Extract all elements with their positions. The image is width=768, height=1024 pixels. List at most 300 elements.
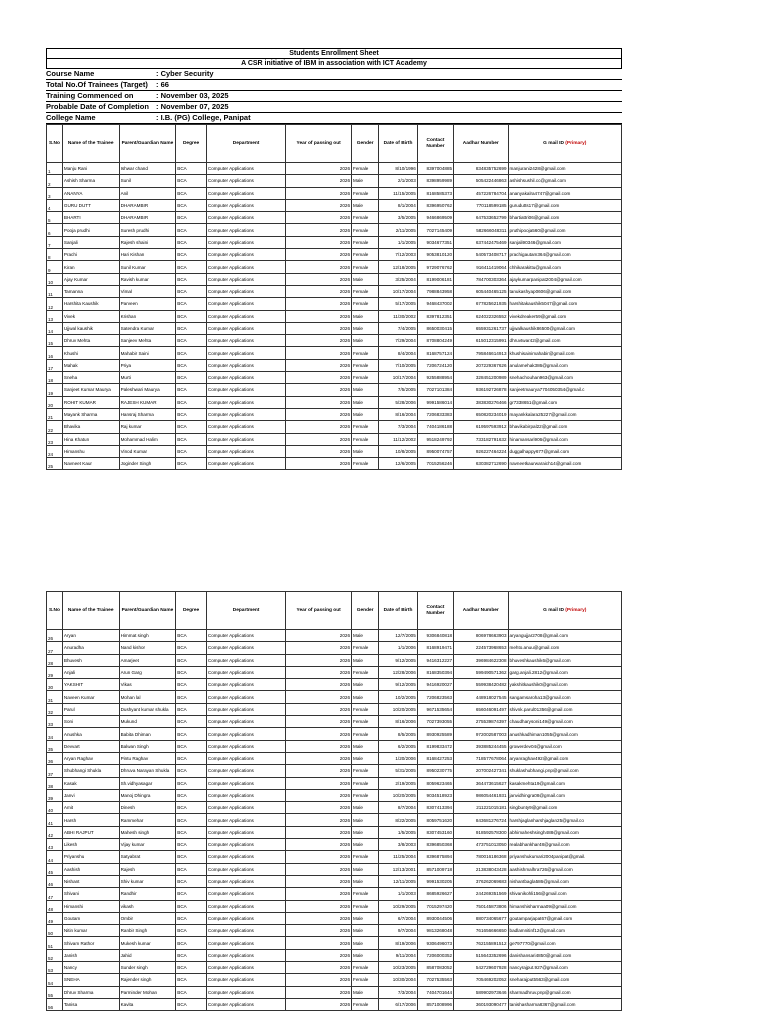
- table-cell[interactable]: BCA: [176, 298, 207, 310]
- table-cell[interactable]: Rajender singh: [119, 974, 176, 986]
- table-cell[interactable]: 5/31/2005: [379, 765, 418, 777]
- table-cell[interactable]: 244269351569: [454, 888, 508, 900]
- table-cell[interactable]: Sanjeev Mehta: [119, 335, 176, 347]
- table-cell[interactable]: nishantbagla586@gmail.com: [508, 875, 621, 887]
- table-cell[interactable]: Aashish: [62, 863, 119, 875]
- table-cell[interactable]: Computer Applications: [206, 347, 285, 359]
- table-cell[interactable]: Male: [352, 839, 379, 851]
- table-cell[interactable]: 56: [47, 998, 63, 1010]
- table-cell[interactable]: 457226784704: [454, 187, 508, 199]
- table-cell[interactable]: aryangujjar2708@gmail.com: [508, 630, 621, 642]
- table-cell[interactable]: BCA: [176, 814, 207, 826]
- table-cell[interactable]: 44: [47, 851, 63, 863]
- table-cell[interactable]: Computer Applications: [206, 691, 285, 703]
- table-cell[interactable]: BCA: [176, 949, 207, 961]
- table-cell[interactable]: 3: [47, 187, 63, 199]
- table-cell[interactable]: 473751013050: [454, 839, 508, 851]
- table-cell[interactable]: Computer Applications: [206, 728, 285, 740]
- table-cell[interactable]: BCA: [176, 347, 207, 359]
- table-cell[interactable]: 2026: [286, 863, 352, 875]
- table-cell[interactable]: BCA: [176, 998, 207, 1010]
- table-cell[interactable]: Sunil Kumar: [119, 261, 176, 273]
- table-cell[interactable]: Female: [352, 359, 379, 371]
- table-cell[interactable]: Female: [352, 777, 379, 789]
- table-cell[interactable]: 8168585373: [417, 187, 453, 199]
- table-cell[interactable]: Anil: [119, 187, 176, 199]
- table-cell[interactable]: 11: [47, 285, 63, 297]
- table-cell[interactable]: 936192726878: [454, 384, 508, 396]
- table-cell[interactable]: BCA: [176, 703, 207, 715]
- table-cell[interactable]: Female: [352, 458, 379, 470]
- table-cell[interactable]: shivnk.parul01356@gmail.com: [508, 703, 621, 715]
- table-cell[interactable]: anulamehak386@gmail.com: [508, 359, 621, 371]
- table-cell[interactable]: Female: [352, 888, 379, 900]
- table-cell[interactable]: Manoj Dhingra: [119, 789, 176, 801]
- table-cell[interactable]: 7/5/2005: [379, 384, 418, 396]
- table-cell[interactable]: Priyanshu: [62, 851, 119, 863]
- table-cell[interactable]: Computer Applications: [206, 765, 285, 777]
- table-cell[interactable]: Shivani: [62, 888, 119, 900]
- table-cell[interactable]: Computer Applications: [206, 384, 285, 396]
- table-cell[interactable]: 8/22/2005: [379, 814, 418, 826]
- table-cell[interactable]: 784700303364: [454, 273, 508, 285]
- table-cell[interactable]: 8307413394: [417, 802, 453, 814]
- table-cell[interactable]: Female: [352, 900, 379, 912]
- table-cell[interactable]: 2026: [286, 888, 352, 900]
- table-cell[interactable]: Harshita Kaushik: [62, 298, 119, 310]
- table-cell[interactable]: Mahabir Saini: [119, 347, 176, 359]
- table-cell[interactable]: Parul: [62, 703, 119, 715]
- table-cell[interactable]: Female: [352, 703, 379, 715]
- table-cell[interactable]: Dhruv Sharma: [62, 986, 119, 998]
- table-cell[interactable]: anushkadhiman1055@gmail.com: [508, 728, 621, 740]
- table-cell[interactable]: Computer Applications: [206, 433, 285, 445]
- table-cell[interactable]: Bhuvesh: [62, 654, 119, 666]
- table-cell[interactable]: 23: [47, 433, 63, 445]
- table-cell[interactable]: 582666048311: [454, 224, 508, 236]
- table-cell[interactable]: 655931261737: [454, 322, 508, 334]
- table-cell[interactable]: Himmat singh: [119, 630, 176, 642]
- table-cell[interactable]: Computer Applications: [206, 814, 285, 826]
- table-cell[interactable]: 7/12/2003: [379, 249, 418, 261]
- table-cell[interactable]: Krishan: [119, 310, 176, 322]
- table-cell[interactable]: 2026: [286, 273, 352, 285]
- table-cell[interactable]: 55: [47, 986, 63, 998]
- table-cell[interactable]: Likesh: [62, 839, 119, 851]
- table-cell[interactable]: 559938420482: [454, 679, 508, 691]
- table-cell[interactable]: 14: [47, 322, 63, 334]
- table-cell[interactable]: Computer Applications: [206, 199, 285, 211]
- table-cell[interactable]: Computer Applications: [206, 912, 285, 924]
- table-cell[interactable]: 615012315991: [454, 335, 508, 347]
- table-cell[interactable]: goutamparjapat67@gmail.com: [508, 912, 621, 924]
- table-cell[interactable]: 50: [47, 925, 63, 937]
- table-cell[interactable]: 2026: [286, 949, 352, 961]
- table-cell[interactable]: badlamnitinf12@gmail.com: [508, 925, 621, 937]
- table-cell[interactable]: 656046091497: [454, 703, 508, 715]
- table-cell[interactable]: 2026: [286, 666, 352, 678]
- table-cell[interactable]: hinamansari906@gmail.com: [508, 433, 621, 445]
- table-cell[interactable]: Computer Applications: [206, 851, 285, 863]
- table-cell[interactable]: 5: [47, 212, 63, 224]
- table-cell[interactable]: Shivam Rathor: [62, 937, 119, 949]
- table-cell[interactable]: 9/12/2005: [379, 679, 418, 691]
- table-cell[interactable]: gurudutts17@gmail.com: [508, 199, 621, 211]
- table-cell[interactable]: ge797770@gmail.com: [508, 937, 621, 949]
- table-cell[interactable]: Computer Applications: [206, 937, 285, 949]
- table-cell[interactable]: Computer Applications: [206, 740, 285, 752]
- table-cell[interactable]: 8199006181: [417, 273, 453, 285]
- table-cell[interactable]: 8/19/2006: [379, 937, 418, 949]
- table-cell[interactable]: Female: [352, 728, 379, 740]
- table-cell[interactable]: 795846614913: [454, 347, 508, 359]
- table-cell[interactable]: 8398959989: [417, 175, 453, 187]
- table-cell[interactable]: 9991586014: [417, 396, 453, 408]
- table-cell[interactable]: Computer Applications: [206, 322, 285, 334]
- table-cell[interactable]: BCA: [176, 249, 207, 261]
- table-cell[interactable]: BCA: [176, 974, 207, 986]
- table-cell[interactable]: 916411419064: [454, 261, 508, 273]
- table-cell[interactable]: 12/6/2005: [379, 458, 418, 470]
- table-cell[interactable]: manjurani2428@gmail.com: [508, 163, 621, 175]
- table-cell[interactable]: Female: [352, 285, 379, 297]
- table-cell[interactable]: Goutam: [62, 912, 119, 924]
- table-cell[interactable]: Male: [352, 740, 379, 752]
- table-cell[interactable]: 31: [47, 691, 63, 703]
- table-cell[interactable]: sharmadhruv.pnp@gmail.com: [508, 986, 621, 998]
- table-cell[interactable]: Male: [352, 335, 379, 347]
- table-cell[interactable]: 8/4/2004: [379, 347, 418, 359]
- table-cell[interactable]: BCA: [176, 322, 207, 334]
- table-cell[interactable]: 650820234019: [454, 408, 508, 420]
- table-cell[interactable]: 8168350394: [417, 666, 453, 678]
- table-cell[interactable]: Computer Applications: [206, 630, 285, 642]
- table-cell[interactable]: 8199833472: [417, 740, 453, 752]
- table-cell[interactable]: 2026: [286, 630, 352, 642]
- table-cell[interactable]: 36: [47, 752, 63, 764]
- table-cell[interactable]: RAJESH KUMAR: [119, 396, 176, 408]
- table-cell[interactable]: 8396850368: [417, 839, 453, 851]
- table-cell[interactable]: 3/25/2004: [379, 273, 418, 285]
- table-cell[interactable]: 2026: [286, 974, 352, 986]
- table-cell[interactable]: 7206000352: [417, 949, 453, 961]
- table-cell[interactable]: BCA: [176, 802, 207, 814]
- table-cell[interactable]: 8/16/2006: [379, 716, 418, 728]
- table-cell[interactable]: Randhir: [119, 888, 176, 900]
- table-cell[interactable]: Devvart: [62, 740, 119, 752]
- table-cell[interactable]: Dushyant kumar shukla: [119, 703, 176, 715]
- table-cell[interactable]: 8/1/2004: [379, 199, 418, 211]
- table-cell[interactable]: 7404186188: [417, 421, 453, 433]
- table-cell[interactable]: 1/5/2005: [379, 826, 418, 838]
- table-cell[interactable]: 8950230775: [417, 765, 453, 777]
- table-cell[interactable]: 207002427341: [454, 765, 508, 777]
- table-cell[interactable]: 8168427253: [417, 752, 453, 764]
- table-cell[interactable]: 515643352696: [454, 949, 508, 961]
- table-cell[interactable]: Female: [352, 642, 379, 654]
- table-cell[interactable]: Amit: [62, 802, 119, 814]
- table-cell[interactable]: duggalhappy677@gmail.com: [508, 445, 621, 457]
- table-cell[interactable]: 605440465125: [454, 285, 508, 297]
- table-cell[interactable]: 972002587003: [454, 728, 508, 740]
- table-cell[interactable]: Nitin kumar: [62, 925, 119, 937]
- table-cell[interactable]: 2026: [286, 777, 352, 789]
- table-cell[interactable]: 8168919471: [417, 642, 453, 654]
- table-cell[interactable]: BCA: [176, 777, 207, 789]
- table-cell[interactable]: 2026: [286, 679, 352, 691]
- table-cell[interactable]: Female: [352, 974, 379, 986]
- table-cell[interactable]: Nishant: [62, 875, 119, 887]
- table-cell[interactable]: Parminder Mohan: [119, 986, 176, 998]
- table-cell[interactable]: 2026: [286, 716, 352, 728]
- table-cell[interactable]: 9/7/2004: [379, 925, 418, 937]
- table-cell[interactable]: 1/1/2005: [379, 236, 418, 248]
- table-cell[interactable]: ANANYA: [62, 187, 119, 199]
- table-cell[interactable]: Computer Applications: [206, 445, 285, 457]
- table-cell[interactable]: 35: [47, 740, 63, 752]
- table-cell[interactable]: 806978663903: [454, 630, 508, 642]
- table-cell[interactable]: 5/17/2005: [379, 298, 418, 310]
- table-cell[interactable]: Female: [352, 163, 379, 175]
- table-cell[interactable]: Male: [352, 384, 379, 396]
- table-cell[interactable]: Male: [352, 396, 379, 408]
- table-cell[interactable]: Khushi: [62, 347, 119, 359]
- table-cell[interactable]: BCA: [176, 789, 207, 801]
- table-cell[interactable]: Male: [352, 802, 379, 814]
- table-cell[interactable]: Computer Applications: [206, 900, 285, 912]
- table-cell[interactable]: 15: [47, 335, 63, 347]
- table-cell[interactable]: Computer Applications: [206, 224, 285, 236]
- table-cell[interactable]: Computer Applications: [206, 962, 285, 974]
- table-cell[interactable]: BCA: [176, 630, 207, 642]
- table-cell[interactable]: SNEHA: [62, 974, 119, 986]
- table-cell[interactable]: danishansari4850@gmail.com: [508, 949, 621, 961]
- table-cell[interactable]: vivekdreaker59@gmail.com: [508, 310, 621, 322]
- table-cell[interactable]: Female: [352, 372, 379, 384]
- table-cell[interactable]: 45: [47, 863, 63, 875]
- table-cell[interactable]: 7015256246: [417, 458, 453, 470]
- table-cell[interactable]: Male: [352, 826, 379, 838]
- table-cell[interactable]: 11/15/2005: [379, 187, 418, 199]
- table-cell[interactable]: Vimal: [119, 285, 176, 297]
- table-cell[interactable]: 630382712690: [454, 458, 508, 470]
- table-cell[interactable]: Female: [352, 249, 379, 261]
- table-cell[interactable]: BCA: [176, 654, 207, 666]
- table-cell[interactable]: Female: [352, 212, 379, 224]
- table-cell[interactable]: 8930044506: [417, 912, 453, 924]
- table-cell[interactable]: Dhruva Narayan Shukla: [119, 765, 176, 777]
- table-cell[interactable]: sneharajput5563@gmail.com: [508, 974, 621, 986]
- table-cell[interactable]: 10/29/2005: [379, 900, 418, 912]
- table-cell[interactable]: 8397812351: [417, 310, 453, 322]
- table-cell[interactable]: BCA: [176, 728, 207, 740]
- table-cell[interactable]: Himanshi: [62, 900, 119, 912]
- table-cell[interactable]: kasakmehta19@gmail.com: [508, 777, 621, 789]
- table-cell[interactable]: harshjaglanharshjaglan25@gmail.co: [508, 814, 621, 826]
- table-cell[interactable]: 6/7/2004: [379, 912, 418, 924]
- table-cell[interactable]: 28: [47, 654, 63, 666]
- table-cell[interactable]: Satyabrat: [119, 851, 176, 863]
- table-cell[interactable]: 505422446863: [454, 175, 508, 187]
- table-cell[interactable]: Male: [352, 199, 379, 211]
- table-cell[interactable]: 2026: [286, 789, 352, 801]
- table-cell[interactable]: Arun Garg: [119, 666, 176, 678]
- table-cell[interactable]: 2026: [286, 703, 352, 715]
- table-cell[interactable]: 8396950762: [417, 199, 453, 211]
- table-cell[interactable]: 10/23/2005: [379, 962, 418, 974]
- table-cell[interactable]: 41: [47, 814, 63, 826]
- table-cell[interactable]: garg.anjali.2812@gmail.com: [508, 666, 621, 678]
- table-cell[interactable]: prachigautam364@gmail.com: [508, 249, 621, 261]
- table-cell[interactable]: Mahesh singh: [119, 826, 176, 838]
- table-cell[interactable]: Computer Applications: [206, 249, 285, 261]
- table-cell[interactable]: 8168757124: [417, 347, 453, 359]
- table-cell[interactable]: Murti: [119, 372, 176, 384]
- table-cell[interactable]: tanukashyap0606@gmail.com: [508, 285, 621, 297]
- table-cell[interactable]: BCA: [176, 740, 207, 752]
- table-cell[interactable]: 211221015181: [454, 802, 508, 814]
- table-cell[interactable]: 9671535654: [417, 703, 453, 715]
- table-cell[interactable]: 762155891512: [454, 937, 508, 949]
- table-cell[interactable]: Hansraj Sharma: [119, 408, 176, 420]
- table-cell[interactable]: BCA: [176, 396, 207, 408]
- table-cell[interactable]: Female: [352, 421, 379, 433]
- table-cell[interactable]: 19: [47, 384, 63, 396]
- table-cell[interactable]: Sanjali: [62, 236, 119, 248]
- table-cell[interactable]: BCA: [176, 285, 207, 297]
- table-cell[interactable]: 26: [47, 630, 63, 642]
- table-cell[interactable]: 8397004885: [417, 163, 453, 175]
- table-cell[interactable]: Harsh: [62, 814, 119, 826]
- table-cell[interactable]: 2026: [286, 851, 352, 863]
- table-cell[interactable]: janvidhingra08@gmail.com: [508, 789, 621, 801]
- table-cell[interactable]: Dinesh: [119, 802, 176, 814]
- table-cell[interactable]: BCA: [176, 679, 207, 691]
- table-cell[interactable]: Male: [352, 310, 379, 322]
- table-cell[interactable]: 9255888954: [417, 372, 453, 384]
- table-cell[interactable]: Mukund: [119, 716, 176, 728]
- table-cell[interactable]: 2026: [286, 740, 352, 752]
- table-cell[interactable]: 9813268048: [417, 925, 453, 937]
- table-cell[interactable]: Babita Dhiman: [119, 728, 176, 740]
- table-cell[interactable]: Male: [352, 863, 379, 875]
- table-cell[interactable]: 9416920027: [417, 679, 453, 691]
- table-cell[interactable]: dhruvtwar42@gmail.com: [508, 335, 621, 347]
- table-cell[interactable]: BCA: [176, 224, 207, 236]
- table-cell[interactable]: Female: [352, 187, 379, 199]
- table-cell[interactable]: 677825621935: [454, 298, 508, 310]
- table-cell[interactable]: Anuradha: [62, 642, 119, 654]
- table-cell[interactable]: 7/29/2004: [379, 335, 418, 347]
- table-cell[interactable]: 7027145409: [417, 224, 453, 236]
- table-cell[interactable]: Navneet Kaur: [62, 458, 119, 470]
- table-cell[interactable]: gr7338651@gmail.com: [508, 396, 621, 408]
- table-cell[interactable]: 224573968653: [454, 642, 508, 654]
- table-cell[interactable]: 9053810120: [417, 249, 453, 261]
- table-cell[interactable]: 2026: [286, 335, 352, 347]
- table-cell[interactable]: Mukesh kumar: [119, 937, 176, 949]
- table-cell[interactable]: abhimaheshsingh488@gmail.com: [508, 826, 621, 838]
- table-cell[interactable]: Computer Applications: [206, 654, 285, 666]
- table-cell[interactable]: BCA: [176, 273, 207, 285]
- table-cell[interactable]: Female: [352, 236, 379, 248]
- table-cell[interactable]: priyanshukumari2004panipat@gmail.: [508, 851, 621, 863]
- table-cell[interactable]: shuklashubhangi.pnp@gmail.com: [508, 765, 621, 777]
- table-cell[interactable]: 8685926627: [417, 888, 453, 900]
- table-cell[interactable]: Rammehar: [119, 814, 176, 826]
- table-cell[interactable]: Ombir: [119, 912, 176, 924]
- table-cell[interactable]: Computer Applications: [206, 372, 285, 384]
- table-cell[interactable]: 7/3/2004: [379, 421, 418, 433]
- table-cell[interactable]: Prachi: [62, 249, 119, 261]
- table-cell[interactable]: Mohammad Halim: [119, 433, 176, 445]
- table-cell[interactable]: 2026: [286, 224, 352, 236]
- table-cell[interactable]: Male: [352, 925, 379, 937]
- table-cell[interactable]: DHARAMBIR: [119, 199, 176, 211]
- table-cell[interactable]: Vivek: [62, 310, 119, 322]
- table-cell[interactable]: Computer Applications: [206, 679, 285, 691]
- table-cell[interactable]: 7: [47, 236, 63, 248]
- table-cell[interactable]: 2026: [286, 261, 352, 273]
- table-cell[interactable]: BCA: [176, 359, 207, 371]
- table-cell[interactable]: 10/30/2004: [379, 974, 418, 986]
- table-cell[interactable]: 750145873806: [454, 900, 508, 912]
- table-cell[interactable]: Balwan Singh: [119, 740, 176, 752]
- table-cell[interactable]: mayankkalara25227@gmail.com: [508, 408, 621, 420]
- table-cell[interactable]: Female: [352, 789, 379, 801]
- table-cell[interactable]: khushisainimahabir@gmail.com: [508, 347, 621, 359]
- table-cell[interactable]: Computer Applications: [206, 839, 285, 851]
- table-cell[interactable]: 918592578300: [454, 826, 508, 838]
- table-cell[interactable]: 33: [47, 716, 63, 728]
- table-cell[interactable]: 2026: [286, 212, 352, 224]
- table-cell[interactable]: 9/11/2004: [379, 949, 418, 961]
- table-cell[interactable]: 12/11/2005: [379, 875, 418, 887]
- table-cell[interactable]: 17: [47, 359, 63, 371]
- table-cell[interactable]: 770118599185: [454, 199, 508, 211]
- table-cell[interactable]: ananyakalra4747@gmail.com: [508, 187, 621, 199]
- table-cell[interactable]: 1: [47, 163, 63, 175]
- table-cell[interactable]: vikash: [119, 900, 176, 912]
- table-cell[interactable]: 2026: [286, 912, 352, 924]
- table-cell[interactable]: 9: [47, 261, 63, 273]
- table-cell[interactable]: 10/8/2005: [379, 445, 418, 457]
- table-cell[interactable]: Female: [352, 298, 379, 310]
- table-cell[interactable]: 624022326552: [454, 310, 508, 322]
- table-cell[interactable]: 49: [47, 912, 63, 924]
- table-cell[interactable]: 7027101384: [417, 384, 453, 396]
- table-cell[interactable]: Shubhangi Shukla: [62, 765, 119, 777]
- table-cell[interactable]: 8708804249: [417, 335, 453, 347]
- table-cell[interactable]: 12/18/2005: [379, 261, 418, 273]
- table-cell[interactable]: Ashish Sharma: [62, 175, 119, 187]
- table-cell[interactable]: Aryan: [62, 630, 119, 642]
- table-cell[interactable]: 8307453160: [417, 826, 453, 838]
- table-cell[interactable]: Male: [352, 691, 379, 703]
- table-cell[interactable]: 12: [47, 298, 63, 310]
- table-cell[interactable]: Anushka: [62, 728, 119, 740]
- table-cell[interactable]: 8950074757: [417, 445, 453, 457]
- table-cell[interactable]: 7027535563: [417, 974, 453, 986]
- table-cell[interactable]: 32: [47, 703, 63, 715]
- table-cell[interactable]: 9729076762: [417, 261, 453, 273]
- table-cell[interactable]: Rajesh shaini: [119, 236, 176, 248]
- table-cell[interactable]: 2026: [286, 458, 352, 470]
- table-cell[interactable]: 647533652799: [454, 212, 508, 224]
- table-cell[interactable]: YAKSHIT: [62, 679, 119, 691]
- table-cell[interactable]: Pooja prudhi: [62, 224, 119, 236]
- table-cell[interactable]: 7/10/2005: [379, 359, 418, 371]
